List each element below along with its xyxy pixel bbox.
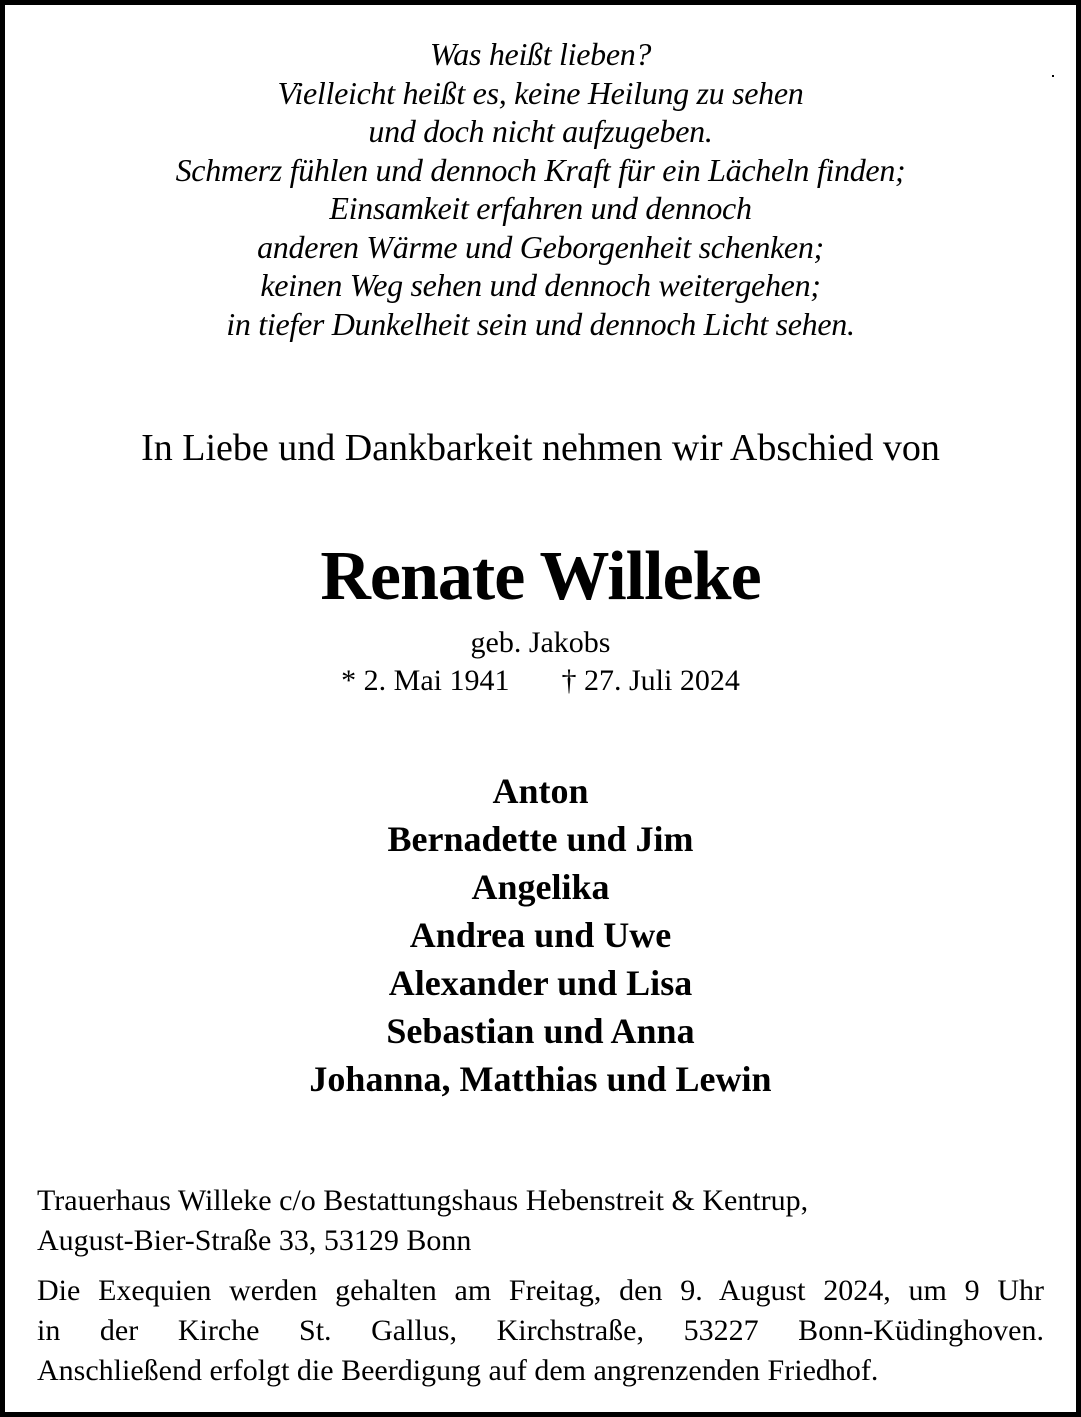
poem-line: und doch nicht aufzugeben. bbox=[368, 113, 713, 149]
poem-line: Einsamkeit erfahren und dennoch bbox=[329, 190, 752, 226]
service-line: in der Kirche St. Gallus, Kirchstraße, 53227 Bonn-Küdinghoven. bbox=[37, 1314, 1044, 1347]
poem bbox=[5, 35, 1076, 343]
birth-date: * 2. Mai 1941 bbox=[341, 664, 510, 697]
funeral-service-info bbox=[37, 1271, 1044, 1391]
mourner-name: Sebastian und Anna bbox=[386, 1011, 695, 1051]
farewell-intro: In Liebe und Dankbarkeit nehmen wir Abschied von bbox=[141, 427, 940, 469]
poem-line: keinen Weg sehen und dennoch weitergehen; bbox=[260, 267, 821, 303]
mourner-name: Bernadette und Jim bbox=[387, 819, 694, 859]
life-dates bbox=[5, 662, 1076, 700]
mourner-name: Johanna, Matthias und Lewin bbox=[309, 1059, 772, 1099]
mourner-name: Andrea und Uwe bbox=[409, 915, 672, 955]
maiden-name: geb. Jakobs bbox=[470, 626, 611, 659]
poem-line: anderen Wärme und Geborgenheit schenken; bbox=[257, 228, 824, 265]
poem-line: Vielleicht heißt es, keine Heilung zu sehen bbox=[277, 74, 804, 111]
death-date: † 27. Juli 2024 bbox=[561, 664, 740, 697]
service-line: Die Exequien werden gehalten am Freitag, den 9. August 2024, um 9 Uhr bbox=[37, 1274, 1044, 1307]
poem-line: Schmerz fühlen und dennoch Kraft für ein Lächeln finden; bbox=[175, 151, 906, 188]
address-line: Trauerhaus Willeke c/o Bestattungshaus Hebenstreit & Kentrup, bbox=[37, 1184, 809, 1217]
deceased-name: Renate Willeke bbox=[320, 538, 761, 615]
mourner-name: Angelika bbox=[471, 867, 610, 907]
mourning-house-address bbox=[37, 1181, 1044, 1261]
poem-line: Was heißt lieben? bbox=[429, 36, 652, 72]
mourner-name: Alexander und Lisa bbox=[388, 963, 693, 1003]
print-speck bbox=[1052, 75, 1054, 77]
mourners-list bbox=[5, 767, 1076, 1103]
service-line: Anschließend erfolgt die Beerdigung auf dem angrenzenden Friedhof. bbox=[37, 1354, 879, 1387]
mourner-name: Anton bbox=[492, 771, 589, 811]
poem-line: in tiefer Dunkelheit sein und dennoch Licht sehen. bbox=[226, 305, 855, 342]
address-line: August-Bier-Straße 33, 53129 Bonn bbox=[37, 1224, 472, 1257]
